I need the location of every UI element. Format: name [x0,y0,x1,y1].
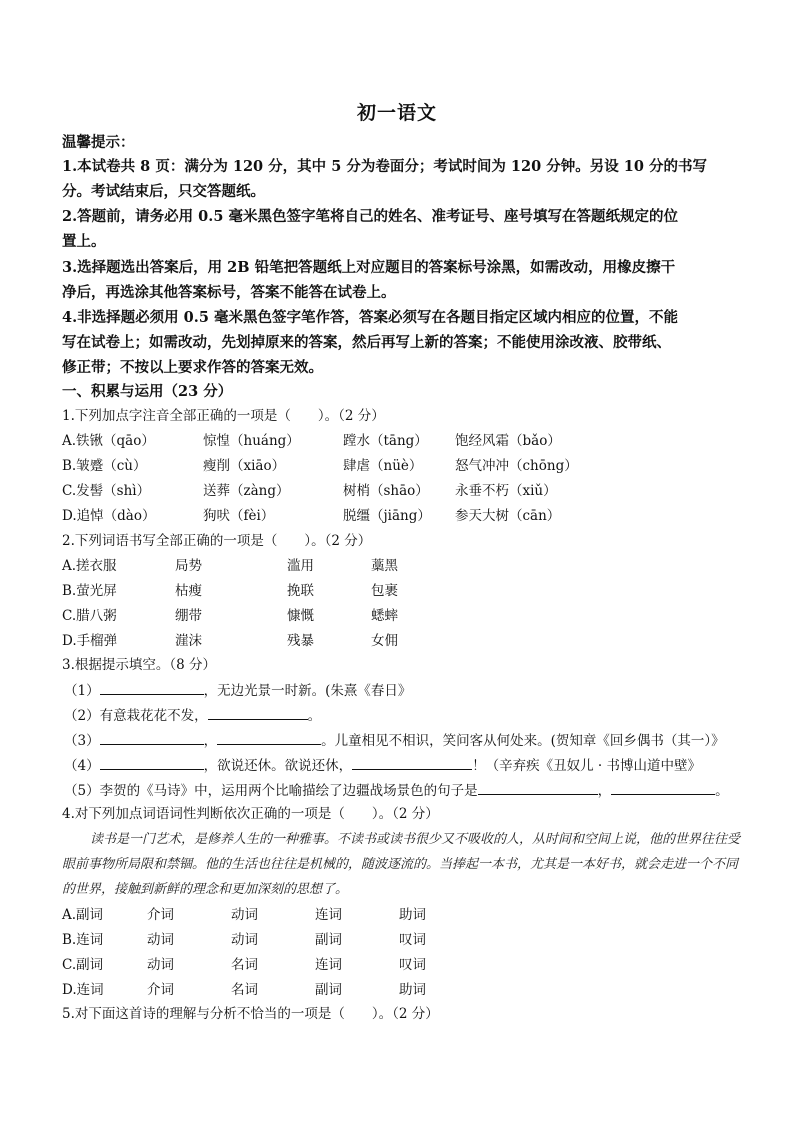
option-cell: B.皱蹙（cù） [62,458,147,474]
fill-text: 。 [715,783,729,799]
answer-blank[interactable] [208,704,308,720]
option-cell: D.追悼（dào） [62,508,156,524]
tips-line: 净后，再选涂其他答案标号，答案不能答在试卷上。 [62,284,396,301]
option-cell: D.手榴弹 [62,633,118,649]
option-cell: 藁黑 [371,558,398,574]
fill-label: （3） [64,733,100,749]
option-cell: 脱缰（jiāng） [343,508,431,524]
option-cell: 局势 [175,558,202,574]
option-cell: 送葬（zàng） [203,483,290,499]
fill-label: （2）有意栽花花不发， [64,708,208,724]
answer-blank[interactable] [217,729,321,745]
option-cell: 蟋蟀 [371,608,398,624]
option-cell: 饱经风霜（bǎo） [455,433,561,449]
option-cell: 枯瘦 [175,583,202,599]
option-cell: B.萤光屏 [62,583,117,599]
tips-line: 1.本试卷共 8 页：满分为 120 分，其中 5 分为卷面分；考试时间为 120 分钟。另设 10 分的书写 [62,158,708,175]
fill-text: ，无边光景一时新。(朱熹《春日》 [203,683,412,699]
question-1-stem: 1.下列加点字注音全部正确的一项是（ ）。（2 分） [62,408,385,424]
option-cell: 狗吠（fèi） [203,508,275,524]
option-cell: 介词 [147,907,174,923]
option-cell: C.副词 [62,957,104,973]
option-cell: 惊惶（huáng） [203,433,300,449]
option-cell: 慷慨 [287,608,314,624]
fill-line-4 [64,754,701,777]
option-cell: 怒气冲冲（chōng） [455,458,578,474]
option-cell: 挽联 [287,583,314,599]
fill-line-5 [64,779,729,802]
option-cell: 动词 [147,957,174,973]
answer-blank[interactable] [100,679,204,695]
option-cell: 参天大树（cān） [455,508,561,524]
fill-line-2 [64,704,321,727]
reading-passage: 读书是一门艺术，是修养人生的一种雅事。不读书或读书很少又不吸收的人，从时间和空间上说，他的世界往往受眼前事物所局限和禁锢。他的生活也往往是机械的，随波逐流的。当捧起一本书，尤其是一本好书，就会走进一个不同的世界，接触到新鲜的理念和更加深刻的思想了。 [62,832,741,897]
option-cell: C.腊八粥 [62,608,117,624]
tips-heading: 温馨提示： [62,134,135,151]
option-cell: 永垂不朽（xiǔ） [455,483,557,499]
option-cell: A.搓衣服 [62,558,117,574]
fill-line-1 [64,679,411,702]
fill-line-3 [64,729,725,752]
section-heading: 一、积累与运用（23 分） [62,383,233,400]
fill-label: （1） [64,683,100,699]
option-cell: D.连词 [62,982,104,998]
option-cell: 漄沫 [175,633,202,649]
answer-blank[interactable] [100,729,204,745]
tips-line: 写在试卷上；如需改动，先划掉原来的答案，然后再写上新的答案；不能使用涂改液、胶带纸、 [62,334,671,351]
tips-line: 3.选择题选出答案后，用 2B 铅笔把答题纸上对应题目的答案标号涂黑，如需改动，用橡皮擦干 [62,259,676,276]
option-cell: 滥用 [287,558,314,574]
question-5-stem: 5.对下面这首诗的理解与分析不恰当的一项是（ ）。（2 分） [62,1006,439,1022]
fill-text: 。儿童相见不相识，笑问客从何处来。(贺知章《回乡偶书（其一）》 [321,733,725,749]
fill-label: （4） [64,758,100,774]
question-2-stem: 2.下列词语书写全部正确的一项是（ ）。（2 分） [62,533,372,549]
option-cell: 副词 [315,932,342,948]
fill-text: ， [203,733,218,749]
tips-line: 4.非选择题必须用 0.5 毫米黑色签字笔作答，答案必须写在各题目指定区域内相应的位置，不能 [62,309,678,326]
option-cell: 动词 [231,907,258,923]
answer-blank[interactable] [100,754,204,770]
option-cell: 肆虐（nüè） [343,458,423,474]
option-cell: 介词 [147,982,174,998]
option-cell: 名词 [231,957,258,973]
option-cell: 绷带 [175,608,202,624]
answer-blank[interactable] [478,779,598,795]
option-cell: 助词 [399,982,426,998]
option-cell: A.铁锹（qāo） [62,433,155,449]
tips-line: 分。考试结束后，只交答题纸。 [62,183,265,200]
option-cell: 连词 [315,907,342,923]
option-cell: 瘦削（xiāo） [203,458,286,474]
tips-line: 置上。 [62,233,106,250]
option-cell: 蹚水（tāng） [343,433,428,449]
option-cell: 叹词 [399,932,426,948]
option-cell: 残暴 [287,633,314,649]
option-cell: 副词 [315,982,342,998]
fill-text: ！（辛弃疾《丑奴儿 · 书博山道中壁》 [472,758,701,774]
option-cell: 动词 [231,932,258,948]
tips-line: 修正带；不按以上要求作答的答案无效。 [62,359,323,376]
option-cell: 名词 [231,982,258,998]
answer-blank[interactable] [352,754,472,770]
fill-text: ，欲说还休。欲说还休， [203,758,353,774]
option-cell: 助词 [399,907,426,923]
question-3-stem: 3.根据提示填空。（8 分） [62,657,217,673]
option-cell: 树梢（shāo） [343,483,429,499]
fill-label: （5）李贺的《马诗》中，运用两个比喻描绘了边疆战场景色的句子是 [64,783,478,799]
option-cell: 包裹 [371,583,398,599]
option-cell: 连词 [315,957,342,973]
option-cell: A.副词 [62,907,104,923]
fill-text: 。 [307,708,322,724]
option-cell: B.连词 [62,932,104,948]
option-cell: 动词 [147,932,174,948]
question-4-stem: 4.对下列加点词语词性判断依次正确的一项是（ ）。（2 分） [62,806,439,822]
tips-line: 2.答题前，请务必用 0.5 毫米黑色签字笔将自己的姓名、准考证号、座号填写在答题纸规定的位 [62,208,678,225]
option-cell: 叹词 [399,957,426,973]
answer-blank[interactable] [611,779,715,795]
option-cell: 女佣 [371,633,398,649]
option-cell: C.发髻（shì） [62,483,151,499]
page-title: 初一语文 [356,102,437,124]
fill-text: ， [597,783,612,799]
